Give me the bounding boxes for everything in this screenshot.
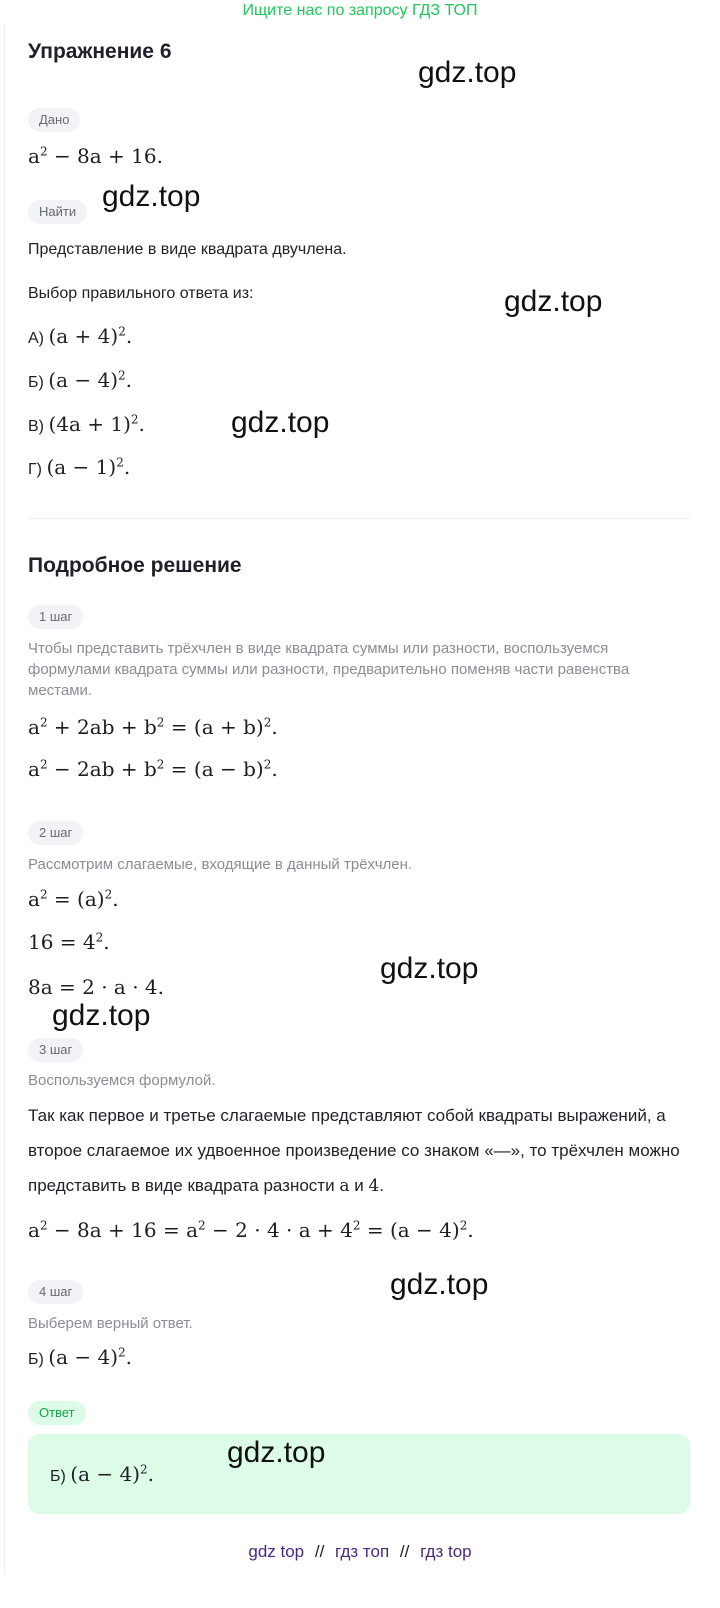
footer-link[interactable]: гдз топ <box>335 1542 390 1561</box>
top-banner[interactable]: Ищите нас по запросу ГДЗ ТОП <box>242 2 478 19</box>
option-c: В) $(4a + 1)^2$. <box>28 412 145 436</box>
find-text: Представление в виде квадрата двучлена. <box>28 241 347 258</box>
given-pill: Дано <box>28 108 80 132</box>
option-letter: Б) <box>28 374 44 391</box>
watermark: gdz.top <box>504 285 603 318</box>
option-b: Б) $(a - 4)^2$. <box>28 368 133 392</box>
formula-diff-square: $a^2 - 2ab + b^2 = (a - b)^2$. <box>28 757 278 781</box>
footer-link[interactable]: gdz top <box>248 1542 305 1561</box>
watermark: gdz.top <box>52 999 151 1032</box>
formula-sum-square: $a^2 + 2ab + b^2 = (a + b)^2$. <box>28 715 278 739</box>
option-letter: В) <box>28 418 44 435</box>
solution-title: Подробное решение <box>28 554 242 577</box>
footer-link[interactable]: гдз top <box>420 1542 472 1561</box>
step-2-text: Рассмотрим слагаемые, входящие в данный трёхчлен. <box>28 856 413 873</box>
answer-value: Б) $(a - 4)^2$. <box>50 1462 155 1486</box>
exercise-title: Упражнение 6 <box>28 40 172 63</box>
option-a: А) $(a + 4)^2$. <box>28 324 133 348</box>
watermark: gdz.top <box>390 1268 489 1301</box>
step-3-text: Воспользуемся формулой. <box>28 1072 216 1089</box>
term-8a: 8a = 2 · a · 4. <box>28 975 164 999</box>
footer-separator: // <box>314 1542 325 1561</box>
step-4-text: Выберем верный ответ. <box>28 1315 193 1332</box>
option-letter: А) <box>28 330 44 347</box>
footer-links <box>0 1542 720 1562</box>
answer-pill: Ответ <box>28 1401 86 1425</box>
watermark: gdz.top <box>231 406 330 439</box>
step-3-pill: 3 шаг <box>28 1038 83 1062</box>
step-4-pill: 4 шаг <box>28 1280 83 1304</box>
given-expression: $a^2 - 8a + 16$. <box>28 144 163 168</box>
watermark: gdz.top <box>227 1436 326 1469</box>
step-3-paragraph: Так как первое и третье слагаемые представляют собой квадраты выражений, а второе слагаемое их удвоенное произведение со знаком «—», то трёхчлен можно представить в виде квадрата разности a и 4. <box>28 1106 680 1196</box>
term-a-squared: $a^2 = (a)^2$. <box>28 887 119 911</box>
watermark: gdz.top <box>418 56 517 89</box>
step-2-pill: 2 шаг <box>28 821 83 845</box>
step-1-pill: 1 шаг <box>28 605 83 629</box>
final-identity: $a^2 - 8a + 16 = a^2 - 2 \cdot 4 \cdot a + 4^2 = (a - 4)^2$. <box>28 1218 474 1242</box>
term-16: $16 = 4^2$. <box>28 930 110 954</box>
watermark: gdz.top <box>380 952 479 985</box>
watermark: gdz.top <box>102 180 201 213</box>
step-1-text: Чтобы представить трёхчлен в виде квадрата суммы или разности, воспользуемся формулами квадрата суммы или разности, предварительно поменяв части равенства местами. <box>28 640 630 699</box>
option-d: Г) $(a - 1)^2$. <box>28 455 131 479</box>
footer-separator: // <box>399 1542 410 1561</box>
step-4-answer: Б) $(a - 4)^2$. <box>28 1345 133 1369</box>
option-letter: Г) <box>28 461 42 478</box>
choice-text: Выбор правильного ответа из: <box>28 285 254 302</box>
section-divider <box>28 518 690 519</box>
find-pill: Найти <box>28 200 87 224</box>
